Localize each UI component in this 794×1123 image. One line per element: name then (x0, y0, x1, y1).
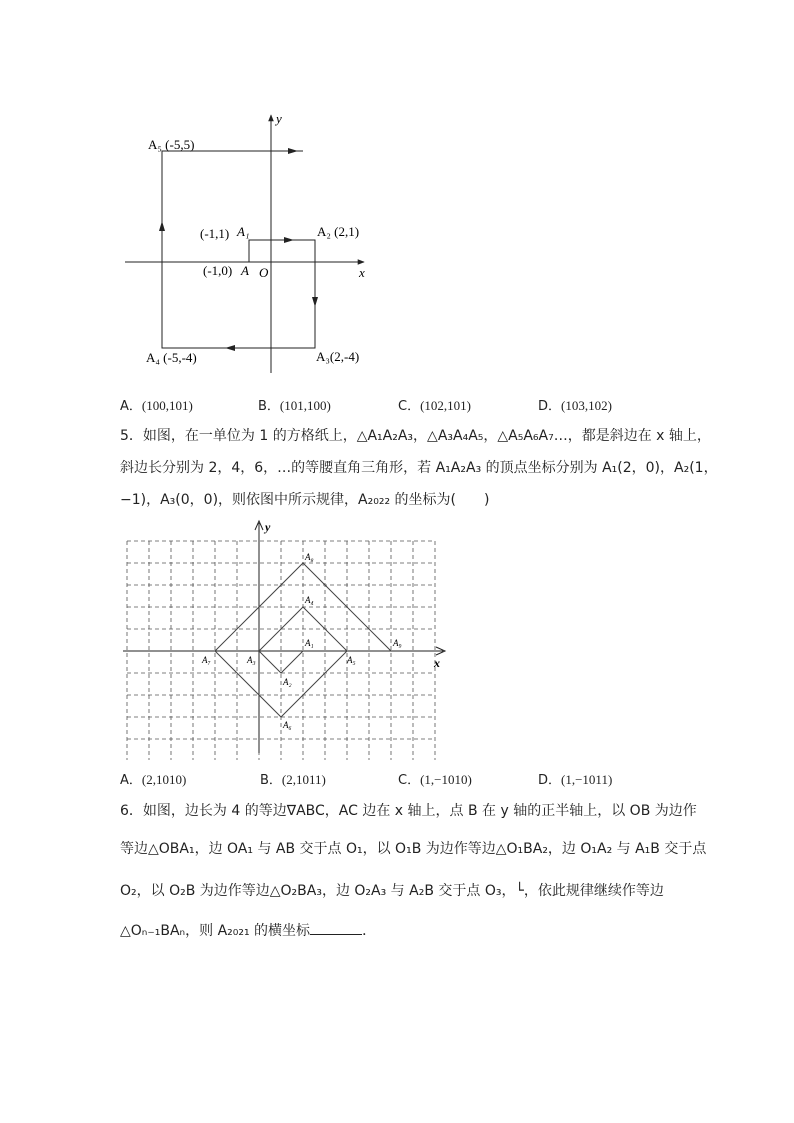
a4-label: A₄ (305, 595, 314, 605)
spiral-path (162, 151, 315, 348)
x-axis-label: x (434, 656, 440, 670)
q4-option-c: C．(102,101) (398, 398, 471, 414)
arrow-up (159, 221, 165, 231)
q5-option-c: C．(1,−1010) (398, 772, 472, 788)
a8-label: A₈ (305, 552, 314, 562)
q5-option-a: A．(2,1010) (120, 772, 187, 788)
q5-line-3: −1)，A₃(0，0)，则依图中所示规律，A₂₀₂₂ 的坐标为( ) (120, 492, 490, 508)
q5-line-2: 斜边长分别为 2，4，6，…的等腰直角三角形，若 A₁A₂A₃ 的顶点坐标分别为 A₁(2，0)，A₂(1， (120, 460, 718, 476)
a1-coord-label: (-1,1) (200, 226, 230, 241)
grid-triangle-figure (118, 515, 458, 760)
y-axis-label: y (265, 520, 271, 534)
y-axis-label: y (276, 111, 282, 126)
q6-line-4-end: ． (362, 923, 377, 939)
a5-label: A₅ (-5,5) (148, 137, 195, 152)
arrow-left (225, 345, 235, 351)
q6-line-4 (120, 920, 376, 940)
a-coord-label: (-1,0) (203, 263, 233, 278)
q5-option-d: D．(1,−1011) (538, 772, 613, 788)
q4-option-b: B．(101,100) (258, 398, 331, 414)
q4-option-a: A．(100,101) (120, 398, 193, 414)
q6-line-1: 6．如图，边长为 4 的等边∇ABC，AC 边在 x 轴上，点 B 在 y 轴的正半轴上，以 OB 为边作 (120, 803, 697, 819)
a3-label: A₃ (247, 655, 256, 665)
a6-label: A₆ (283, 720, 292, 730)
arrow-right-top (288, 148, 298, 154)
q4-option-d: D．(103,102) (538, 398, 612, 414)
x-axis-label: x (359, 265, 365, 280)
arrow-down (312, 297, 318, 307)
a1-label: A₁ (237, 224, 250, 239)
answer-blank[interactable] (310, 922, 362, 935)
spiral-coordinate-figure (100, 105, 400, 380)
q5-line-1: 5．如图，在一单位为 1 的方格纸上，△A₁A₂A₃，△A₃A₄A₅，△A₅A₆A₇…，都是斜边在 x 轴上， (120, 428, 711, 444)
q6-line-4-text: △Oₙ₋₁BAₙ，则 A₂₀₂₁ 的横坐标 (120, 923, 311, 939)
a9-label: A₉ (393, 638, 402, 648)
q6-line-3: O₂，以 O₂B 为边作等边△O₂BA₃，边 O₂A₃ 与 A₂B 交于点 O₃，└，依此规律继续作等边 (120, 883, 664, 899)
q6-line-2: 等边△OBA₁，边 OA₁ 与 AB 交于点 O₁，以 O₁B 为边作等边△O₁BA₂，边 O₁A₂ 与 A₁B 交于点 (120, 841, 707, 857)
a5-label: A₅ (347, 655, 356, 665)
q5-option-b: B．(2,1011) (260, 772, 326, 788)
a2-label: A₂ (2,1) (317, 224, 360, 239)
a2-label: A₂ (283, 677, 292, 687)
a1-label: A₁ (305, 638, 314, 648)
a-label: A (241, 263, 249, 278)
arrow-right-mid (284, 237, 294, 243)
a3-label: A₃(2,-4) (316, 349, 360, 364)
a4-label: A₄ (-5,-4) (146, 350, 197, 365)
a7-label: A₇ (202, 655, 211, 665)
origin-label: O (259, 265, 269, 280)
